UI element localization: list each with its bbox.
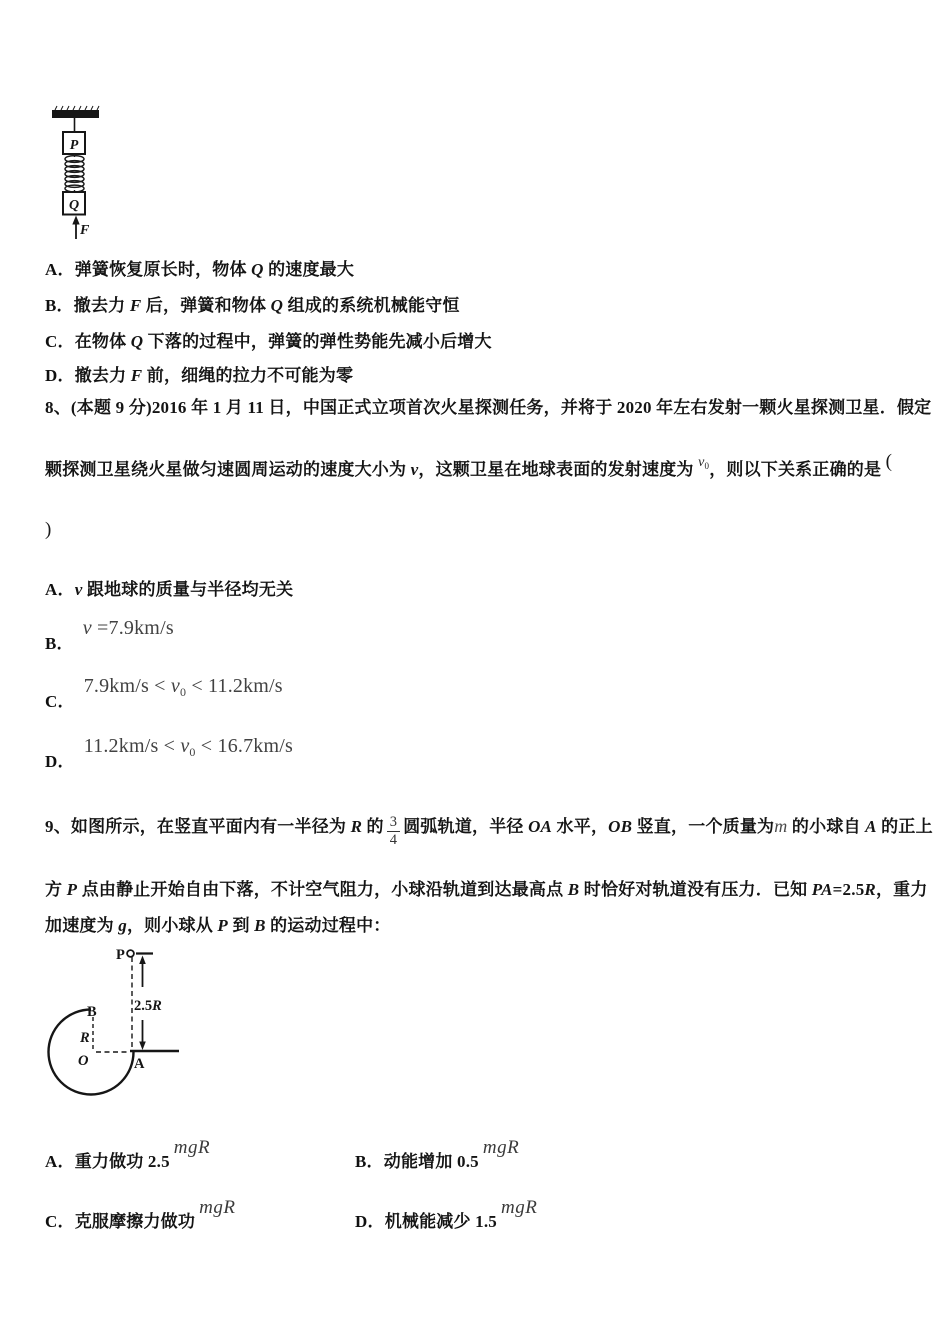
option-label: B． (45, 296, 74, 315)
option-text: 机械能减少 1.5 (384, 1212, 497, 1231)
option-label: B． (355, 1152, 384, 1171)
dim-label: 2.5R (134, 998, 162, 1014)
b-label: B (87, 1004, 97, 1020)
option-label: A． (45, 260, 75, 279)
q9-stem-line-2: 方 P 点由静止开始自由下落，不计空气阻力，小球沿轨道到达最高点 B 时恰好对轨道没有压力．已知 PA=2.5R，重力 (45, 880, 928, 899)
option-text: 撤去力 F 后，弹簧和物体 Q 组成的系统机械能守恒 (73, 296, 460, 315)
mgr-symbol: mgR (199, 1197, 236, 1218)
option-text: 在物体 Q 下落的过程中，弹簧的弹性势能先减小后增大 (74, 332, 492, 351)
mgr-symbol: mgR (173, 1137, 211, 1158)
option-text: 动能增加 0.5 (383, 1152, 479, 1171)
q9-arc-diagram (40, 942, 195, 1117)
mgr-symbol: mgR (501, 1197, 538, 1218)
arc-track (49, 1010, 134, 1095)
a-label: A (134, 1056, 145, 1072)
q8-option-d (45, 735, 293, 779)
q8-option-c (45, 675, 283, 719)
q8-stem-line-2: 颗探测卫星绕火星做匀速圆周运动的速度大小为 v，这颗卫星在地球表面的发射速度为 $^{v_0}$，则以下关系正确的是 ( (45, 451, 893, 479)
p-label: P (116, 947, 125, 963)
option-text: 弹簧恢复原长时，物体 Q 的速度最大 (74, 260, 355, 279)
ceiling-hatch (55, 106, 99, 110)
block-p-label: P (69, 138, 79, 153)
mgr-symbol: mgR (482, 1137, 520, 1158)
option-text: v 跟地球的质量与半径均无关 (74, 580, 294, 599)
q9-option-a (45, 1137, 211, 1174)
option-text: 撤去力 F 前，细绳的拉力不可能为零 (74, 366, 354, 385)
q8-stem-line-1: 8、(本题 9 分)2016 年 1 月 11 日，中国正式立项首次火星探测任务，并将于 2020 年左右发射一颗火星探测卫星．假定 (45, 398, 932, 417)
spring-coil (65, 154, 84, 192)
q8-stem-close-paren: ) (45, 519, 52, 540)
q9-option-d (355, 1197, 538, 1234)
q7-option-d (45, 364, 353, 388)
q7-option-a (45, 258, 354, 282)
option-label: D． (45, 752, 75, 771)
option-text: 克服摩擦力做功 (74, 1212, 196, 1231)
q9-option-b (355, 1137, 520, 1174)
option-label: B． (45, 634, 74, 653)
q9-stem-line-1: 9、如图所示，在竖直平面内有一半径为 R 的 $\frac{3}{4}$ 圆弧轨道，半径 OA 水平，OB 竖直，一个质量为m 的小球自 A 的正上 (45, 814, 933, 848)
option-formula: $7.9km/s < v_0 < 11.2km/s$ (83, 675, 283, 699)
dim-down-arrow-head (139, 1042, 146, 1051)
q7-spring-diagram (50, 103, 150, 243)
q8-option-b (45, 617, 174, 656)
option-label: C． (45, 332, 75, 351)
option-formula: v =7.9km/s (82, 617, 174, 639)
option-formula: $11.2km/s < v_0 < 16.7km/s$ (83, 735, 293, 759)
q8-option-a (45, 578, 293, 602)
option-label: C． (45, 692, 75, 711)
ceiling-bar (52, 110, 99, 118)
option-label: A． (45, 580, 75, 599)
q7-option-b (45, 294, 460, 318)
q7-option-c (45, 330, 492, 354)
q9-stem-line-3: 加速度为 g，则小球从 P 到 B 的运动过程中： (45, 916, 391, 935)
option-label: D． (45, 366, 75, 385)
option-label: D． (355, 1212, 385, 1231)
block-q-label: Q (68, 198, 80, 213)
option-text: 重力做功 2.5 (74, 1152, 170, 1171)
q9-option-c (45, 1197, 236, 1234)
force-f-label: F (80, 223, 90, 238)
o-label: O (78, 1053, 89, 1069)
option-label: A． (45, 1152, 75, 1171)
option-label: C． (45, 1212, 75, 1231)
dim-up-arrow-head (139, 956, 146, 965)
point-p-marker (127, 950, 134, 957)
r-label: R (80, 1030, 90, 1046)
force-arrow-head (72, 216, 79, 225)
